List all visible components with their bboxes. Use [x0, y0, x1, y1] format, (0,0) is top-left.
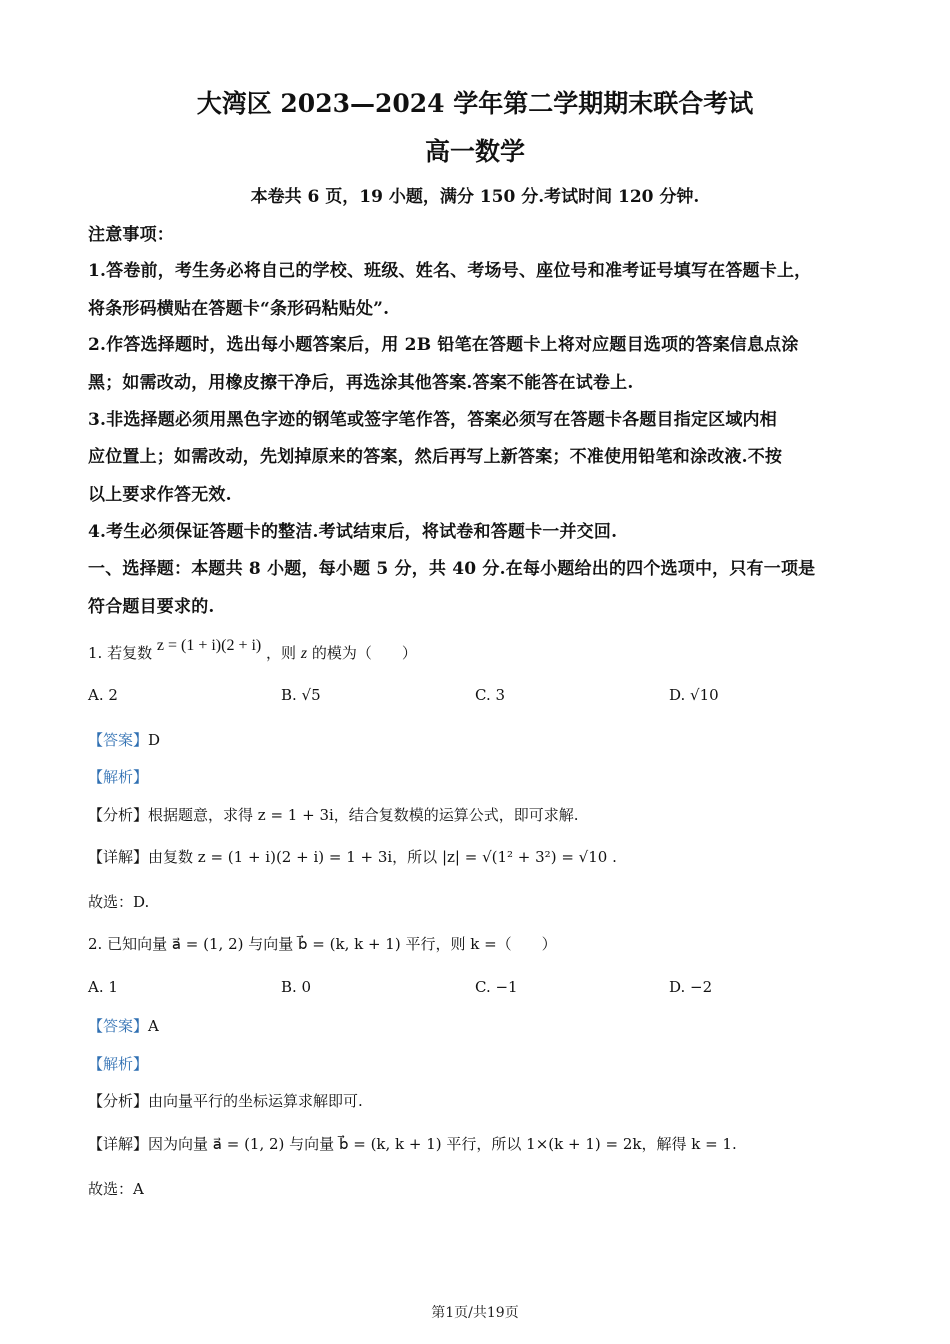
- q1-xiangjie: 由复数 z = (1 + i)(2 + i) = 1 + 3i，所以 |z| = √(1² + 3²) = √10 .: [148, 848, 617, 866]
- notice-line: 4.考生必须保证答题卡的整洁.考试结束后，将试卷和答题卡一并交回.: [88, 522, 618, 542]
- exam-title: 大湾区 2023—2024 学年第二学期期末联合考试: [196, 89, 754, 118]
- answer-tag: 【答案】: [88, 731, 149, 749]
- fenxi-tag: 【分析】: [88, 1092, 149, 1110]
- q1-option-d: D. √10: [669, 686, 719, 704]
- subject-title: 高一数学: [424, 137, 525, 166]
- q1-stem-text: 1. 若复数: [88, 644, 153, 662]
- fenxi-tag: 【分析】: [88, 806, 149, 824]
- notice-line: 将条形码横贴在答题卡“条形码粘贴处”.: [88, 299, 390, 319]
- q1-stem-text: 的模为（ ）: [311, 644, 417, 662]
- q2-conclusion: 故选：A: [88, 1180, 144, 1198]
- notice-line: 应位置上；如需改动，先划掉原来的答案，然后再写上新答案；不准使用铅笔和涂改液.不按: [88, 447, 783, 467]
- q1-stem-formula: z = (1 + i)(2 + i): [156, 637, 262, 654]
- exam-info: 本卷共 6 页，19 小题，满分 150 分.考试时间 120 分钟.: [250, 187, 700, 207]
- q1-answer: D: [148, 731, 161, 749]
- q1-stem-text: ，则: [266, 644, 297, 662]
- q2-fenxi: 由向量平行的坐标运算求解即可.: [148, 1092, 363, 1110]
- notice-line: 3.非选择题必须用黑色字迹的钢笔或签字笔作答，答案必须写在答题卡各题目指定区域内相: [88, 410, 777, 430]
- q1-option-c: C. 3: [475, 686, 506, 704]
- section-heading: 一、选择题：本题共 8 小题，每小题 5 分，共 40 分.在每小题给出的四个选项中，只有一项是: [88, 559, 816, 579]
- question-1-stem: [88, 637, 417, 663]
- q1-option-b: B. √5: [281, 686, 321, 704]
- xiangjie-tag: 【详解】: [88, 848, 149, 866]
- analysis-tag: 【解析】: [88, 1055, 149, 1073]
- q1-xiangjie-line: [88, 846, 617, 867]
- q2-answer: A: [148, 1017, 159, 1035]
- q1-option-a: A. 2: [88, 686, 118, 704]
- q2-fenxi-line: [88, 1090, 363, 1111]
- notice-line: 2.作答选择题时，选出每小题答案后，用 2B 铅笔在答题卡上将对应题目选项的答案信息点涂: [88, 335, 799, 355]
- q1-stem-variable: z: [300, 645, 308, 662]
- q2-xiangjie: 因为向量 a⃗ = (1, 2) 与向量 b⃗ = (k, k + 1) 平行，所以 1×(k + 1) = 2k，解得 k = 1.: [148, 1135, 737, 1153]
- q1-fenxi-line: [88, 804, 579, 825]
- q1-fenxi: 根据题意，求得 z = 1 + 3i，结合复数模的运算公式，即可求解.: [148, 806, 579, 824]
- q2-option-c: C. −1: [475, 978, 518, 996]
- q2-xiangjie-line: [88, 1133, 737, 1154]
- answer-tag: 【答案】: [88, 1017, 149, 1035]
- question-2-stem: 2. 已知向量 a⃗ = (1, 2) 与向量 b⃗ = (k, k + 1) 平行，则 k =（ ）: [88, 935, 557, 953]
- q2-option-b: B. 0: [281, 978, 312, 996]
- q1-answer-line: [88, 729, 160, 750]
- q2-answer-line: [88, 1015, 159, 1036]
- page-number: 第1页/共19页: [431, 1305, 519, 1321]
- section-heading: 符合题目要求的.: [88, 597, 215, 617]
- q1-conclusion: 故选：D.: [88, 893, 150, 911]
- q2-option-d: D. −2: [669, 978, 713, 996]
- xiangjie-tag: 【详解】: [88, 1135, 149, 1153]
- notice-line: 以上要求作答无效.: [88, 485, 232, 505]
- notice-line: 1.答卷前，考生务必将自己的学校、班级、姓名、考场号、座位号和准考证号填写在答题卡上，: [88, 261, 812, 281]
- q2-option-a: A. 1: [88, 978, 118, 996]
- analysis-tag: 【解析】: [88, 768, 149, 786]
- notice-line: 黑；如需改动，用橡皮擦干净后，再选涂其他答案.答案不能答在试卷上.: [88, 373, 634, 393]
- notice-heading: 注意事项：: [88, 225, 174, 245]
